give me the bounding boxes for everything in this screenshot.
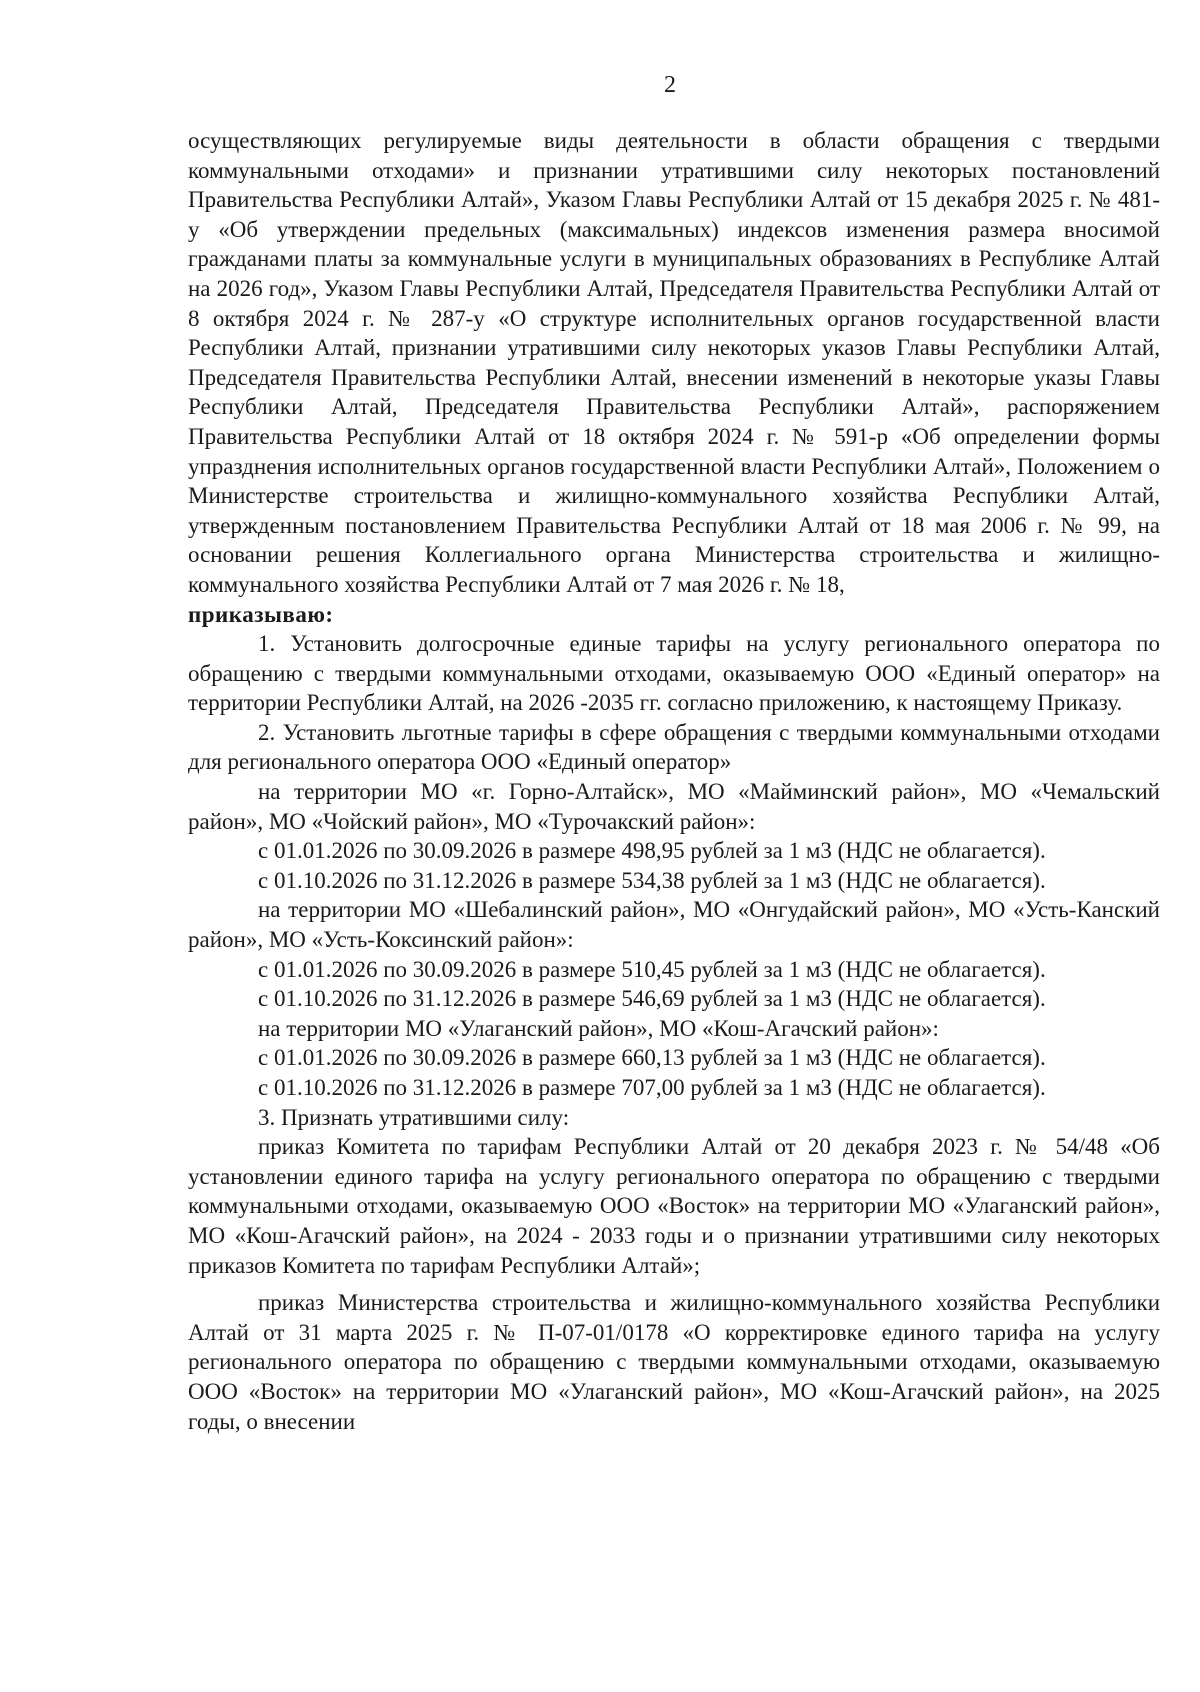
paragraph-legal-basis: осуществляющих регулируемые виды деятельности в области обращения с твердыми коммунальными отходами» и признании утратившими силу некоторых постановлений Правительства Республики Алтай», Указом Главы Республики Алтай от 15 декабря 2025 г. № 481-у «Об утверждении предельных (максимальных) индексов изменения размера вносимой гражданами платы за коммунальные услуги в муниципальных образованиях в Республике Алтай на 2026 год», Указом Главы Республики Алтай, Председателя Правительства Республики Алтай от 8 октября 2024 г. № 287-у «О структуре исполнительных органов государственной власти Республики Алтай, признании утратившими силу некоторых указов Главы Республики Алтай, Председателя Правительства Республики Алтай, внесении изменений в некоторые указы Главы Республики Алтай, Председателя Правительства Республики Алтай», распоряжением Правительства Республики Алтай от 18 октября 2024 г. № 591-р «Об определении формы упразднения исполнительных органов государственной власти Республики Алтай», Положением о Министерстве строительства и жилищно-коммунального хозяйства Республики Алтай, утвержденным постановлением Правительства Республики Алтай от 18 мая 2006 г. № 99, на основании решения Коллегиального органа Министерства строительства и жилищно-коммунального хозяйства Республики Алтай от 7 мая 2026 г. № 18, xyxy=(188,128,1160,597)
paragraph-item-1: 1. Установить долгосрочные единые тарифы на услугу регионального оператора по обращению с твердыми коммунальными отходами, оказываемую ООО «Единый оператор» на территории Республики Алтай, на 2026 -2035 гг. согласно приложению, к настоящему Приказу. xyxy=(188,631,1160,716)
tariff-line: с 01.01.2026 по 30.09.2026 в размере 660,13 рублей за 1 м3 (НДС не облагается). xyxy=(258,1045,1046,1071)
tariff-line: с 01.01.2026 по 30.09.2026 в размере 498,95 рублей за 1 м3 (НДС не облагается). xyxy=(258,838,1046,864)
paragraph-order-word: приказываю: xyxy=(188,601,334,627)
document-body xyxy=(188,126,1160,1436)
paragraph-repealed-order-2: приказ Министерства строительства и жилищно-коммунального хозяйства Республики Алтай от 31 марта 2025 г. № П-07-01/0178 «О корректировке единого тарифа на услугу регионального оператора по обращению с твердыми коммунальными отходами, оказываемую ООО «Восток» на территории МО «Улаганский район», МО «Кош-Агачский район», на 2025 годы, о внесении xyxy=(188,1290,1160,1434)
paragraph-territory-3: на территории МО «Улаганский район», МО «Кош-Агачский район»: xyxy=(258,1015,939,1041)
tariff-line: с 01.10.2026 по 31.12.2026 в размере 546,69 рублей за 1 м3 (НДС не облагается). xyxy=(258,986,1046,1012)
paragraph-item-3: 3. Признать утратившими силу: xyxy=(258,1104,570,1130)
paragraph-territory-1: на территории МО «г. Горно-Алтайск», МО «Майминский район», МО «Чемальский район», МО «Чойский район», МО «Турочакский район»: xyxy=(188,779,1160,834)
page-number: 2 xyxy=(664,72,676,98)
tariff-line: с 01.10.2026 по 31.12.2026 в размере 707,00 рублей за 1 м3 (НДС не облагается). xyxy=(258,1075,1046,1100)
paragraph-repealed-order-1: приказ Комитета по тарифам Республики Алтай от 20 декабря 2023 г. № 54/48 «Об установлении единого тарифа на услугу регионального оператора по обращению с твердыми коммунальными отходами, оказываемую ООО «Восток» на территории МО «Улаганский район», МО «Кош-Агачский район», на 2024 - 2033 годы и о признании утратившими силу некоторых приказов Комитета по тарифам Республики Алтай»; xyxy=(188,1134,1160,1278)
tariff-line: с 01.01.2026 по 30.09.2026 в размере 510,45 рублей за 1 м3 (НДС не облагается). xyxy=(258,956,1046,982)
paragraph-territory-2: на территории МО «Шебалинский район», МО «Онгудайский район», МО «Усть-Канский район», МО «Усть-Коксинский район»: xyxy=(188,897,1160,953)
paragraph-item-2: 2. Установить льготные тарифы в сфере обращения с твердыми коммунальными отходами для регионального оператора ООО «Единый оператор» xyxy=(188,719,1160,775)
tariff-line: с 01.10.2026 по 31.12.2026 в размере 534,38 рублей за 1 м3 (НДС не облагается). xyxy=(258,867,1046,893)
